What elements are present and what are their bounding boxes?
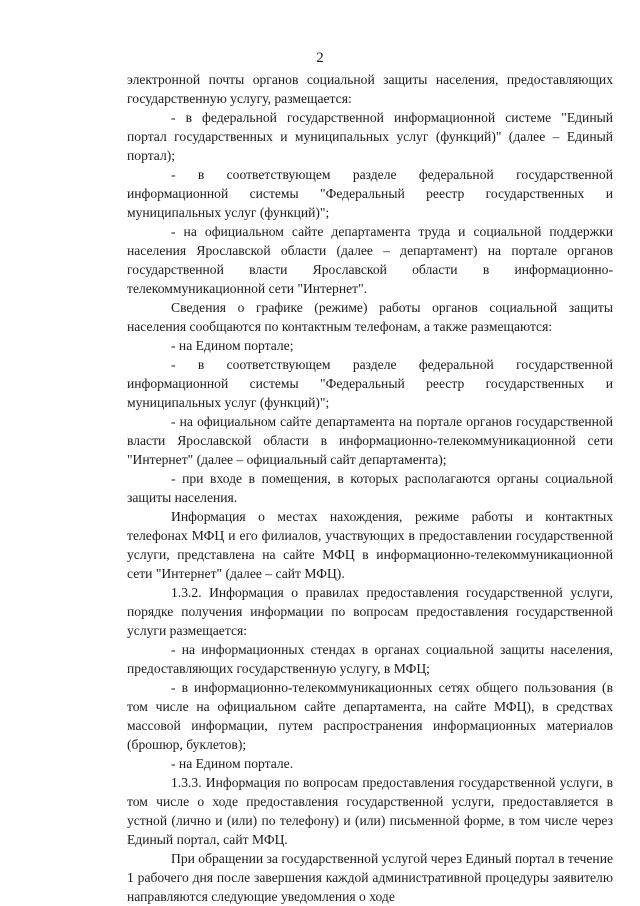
paragraph-notifications: При обращении за государственной услугой через Единый портал в течение 1 рабочего дня после завершения каждой административной процедуры заявителю направляются следующие уведомления о ходе <box>127 851 614 904</box>
list-item-public-networks: - в информационно-телекоммуникационных сетях общего пользования (в том числе на официальном сайте департамента, на сайте МФЦ), в средствах массовой информации, путем распространения информационных материалов (брошюр, буклетов); <box>127 680 613 752</box>
list-item-unified-portal: - в федеральной государственной информационной системе "Единый портал государственных и муниципальных услуг (функций)" (далее – Единый портал); <box>127 110 613 163</box>
paragraph-schedule-info: Сведения о графике (режиме) работы органов социальной защиты населения сообщаются по контактным телефонам, а также размещаются: <box>127 300 613 334</box>
page-number: 2 <box>316 50 324 66</box>
list-item-federal-registry: - в соответствующем разделе федеральной государственной информационной системы "Федеральный реестр государственных и муниципальных услуг (функций)"; <box>127 167 613 220</box>
list-item-info-stands: - на информационных стендах в органах социальной защиты населения, предоставляющих государственную услугу, в МФЦ; <box>127 642 613 676</box>
paragraph-mfc-info: Информация о местах нахождения, режиме работы и контактных телефонах МФЦ и его филиалов, участвующих в предоставлении государственной услуги, представлена на сайте МФЦ в информационно-телекоммуникационной сети "Интернет" (далее – сайт МФЦ). <box>127 509 613 581</box>
list-item-unified-portal-2: - на Едином портале; <box>171 338 294 353</box>
section-1-3-3: 1.3.3. Информация по вопросам предоставления государственной услуги, в том числе о ходе предоставления государственной услуги, предоставляется в устной (лично и (или) по телефону) и (или) письменной форме, в том числе через Единый портал, сайт МФЦ. <box>127 775 613 847</box>
list-item-department-site: - на официальном сайте департамента труда и социальной поддержки населения Ярославской области (далее – департамент) на портале органов государственной власти Ярославской области в информационно-телекоммуникационной сети "Интернет". <box>127 224 613 296</box>
list-item-unified-portal-3: - на Едином портале. <box>171 756 294 771</box>
list-item-department-site-2: - на официальном сайте департамента на портале органов государственной власти Ярославской области в информационно-телекоммуникационной сети "Интернет" (далее – официальный сайт департамента); <box>127 414 613 467</box>
section-1-3-2: 1.3.2. Информация о правилах предоставления государственной услуги, порядке получения информации по вопросам предоставления государственной услуги размещается: <box>127 585 613 638</box>
document-body <box>127 70 613 906</box>
list-item-premises-entrance: - при входе в помещения, в которых располагаются органы социальной защиты населения. <box>127 471 613 505</box>
paragraph-continuation: электронной почты органов социальной защиты населения, предоставляющих государственную услугу, размещается: <box>127 72 613 106</box>
list-item-federal-registry-2: - в соответствующем разделе федеральной государственной информационной системы "Федеральный реестр государственных и муниципальных услуг (функций)"; <box>127 357 613 410</box>
